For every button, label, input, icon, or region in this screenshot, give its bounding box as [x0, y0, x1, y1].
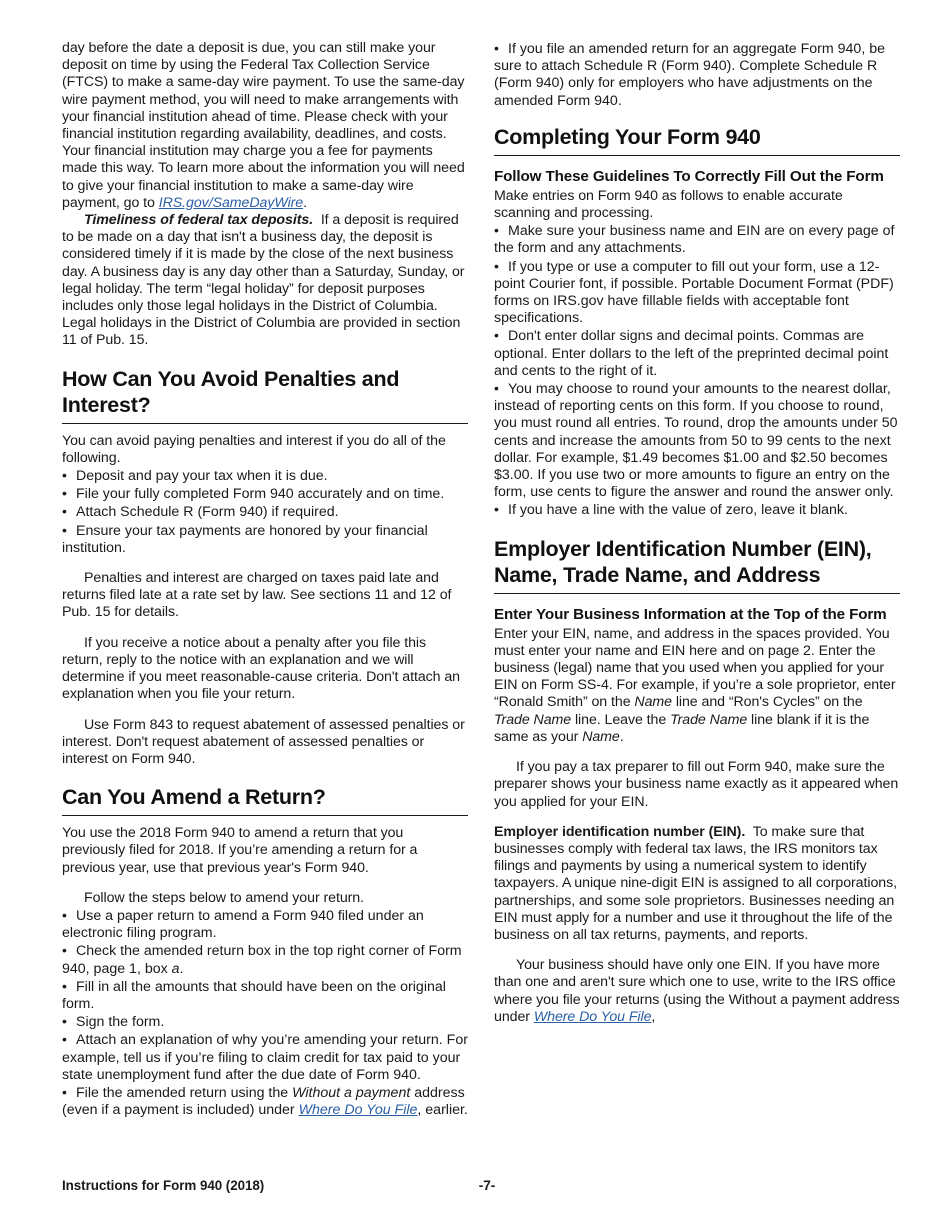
- same-day-wire-period: .: [303, 194, 307, 211]
- paragraph-timeliness: [62, 212, 468, 350]
- list-item-text: Fill in all the amounts that should have been on the original form.: [62, 978, 446, 1012]
- paragraph-ein-definition: [494, 824, 900, 944]
- business-info-part-d: line blank if it is the same as your: [494, 711, 870, 745]
- paragraph-same-day-wire: [62, 40, 468, 212]
- bullet-icon: •: [62, 521, 67, 538]
- emphasis-name-line-1: Name: [634, 694, 672, 711]
- emphasis-trade-name-2: Trade Name: [670, 711, 748, 728]
- two-column-layout: [62, 40, 900, 1119]
- heading-rule: [494, 155, 900, 156]
- bullet-icon: •: [62, 503, 67, 520]
- list-item-text: If you file an amended return for an aggregate Form 940, be sure to attach Schedule R (Form 940). Complete Schedule R (Form 940) only for employers who have adjustments on the amended Form 940.: [494, 41, 885, 109]
- list-item-text: If you type or use a computer to fill out your form, use a 12-point Courier font, if possible. Portable Document Format (PDF) forms on IRS.gov have fillable fields with acceptable font specifications.: [494, 258, 894, 327]
- list-item: [62, 907, 468, 942]
- bullet-icon: •: [62, 1013, 67, 1030]
- emphasis-name-line-2: Name: [582, 728, 620, 745]
- business-info-part-a: Enter your EIN, name, and address in the spaces provided. You must enter your name and EIN here and on page 2. Enter the business (legal) name that you used when you applied for your EIN on Form SS-4. For example, if you’re a sole proprietor, enter “Ronald Smith” on the: [494, 625, 896, 711]
- same-day-wire-text: day before the date a deposit is due, you can still make your deposit on time by using the Federal Tax Collection Service (FTCS) to make a same-day wire payment. To use the same-day wire payment method, you will need to make arrangements with your financial institution ahead of time. Please check with your financial institution regarding availability, deadlines, and costs. Your financial institution may charge you a fee for payments made this way. To learn more about the information you will need to give your financial institution to make a same-day wire payment, go to: [62, 40, 465, 211]
- list-item: [62, 485, 468, 503]
- list-item: [62, 522, 468, 557]
- paragraph-penalties-charged: Penalties and interest are charged on taxes paid late and returns filed late at a rate set by law. See sections 11 and 12 of Pub. 15 for details.: [62, 570, 452, 621]
- bullet-icon: •: [494, 327, 499, 344]
- list-item: [62, 1013, 468, 1031]
- bullet-icon: •: [494, 40, 499, 56]
- link-where-do-you-file[interactable]: Where Do You File: [298, 1102, 418, 1119]
- bullet-icon: •: [62, 485, 67, 502]
- list-item: [62, 942, 468, 977]
- runin-heading-ein: Employer identification number (EIN).: [494, 823, 746, 840]
- paragraph-penalty-notice: If you receive a notice about a penalty after you file this return, reply to the notice with an explanation and we will determine if you meet reasonable-cause criteria. Don't attach an explanation when you file your return.: [62, 634, 460, 703]
- list-item-text: You may choose to round your amounts to the nearest dollar, instead of reporting cents on this form. If you choose to round, you must round all entries. To round, drop the amounts under 50 cents and increase the amounts from 50 to 99 cents to the next dollar. For example, $1.49 becomes $1.00 and $2.50 becomes $3.00. If you use two or more amounts to figure an entry on the form, use cents to figure the answer and round the answer only.: [494, 381, 898, 501]
- business-info-part-e: .: [619, 728, 624, 745]
- subheading-follow-guidelines: Follow These Guidelines To Correctly Fill Out the Form: [494, 167, 884, 185]
- page-footer: [62, 1178, 894, 1198]
- list-item-text: Deposit and pay your tax when it is due.: [76, 468, 328, 485]
- bullet-icon: •: [62, 1031, 67, 1048]
- list-item-text: Ensure your tax payments are honored by your financial institution.: [62, 522, 428, 556]
- list-item-text: Use a paper return to amend a Form 940 filed under an electronic filing program.: [62, 907, 424, 942]
- runin-heading-timeliness: Timeliness of federal tax deposits.: [84, 212, 314, 229]
- emphasis-trade-name-1: Trade Name: [494, 711, 572, 728]
- paragraph-tax-preparer: If you pay a tax preparer to fill out Form 940, make sure the preparer shows your business name exactly as it appeared when you applied for your EIN.: [494, 759, 899, 810]
- list-item: [494, 258, 900, 328]
- footer-page-number: -7-: [478, 1178, 496, 1193]
- list-item: [494, 222, 900, 257]
- bullet-icon: •: [494, 380, 499, 397]
- list-item-text-tail: .: [179, 960, 184, 977]
- left-column: [62, 40, 468, 1119]
- list-item-text: Don't enter dollar signs and decimal points. Commas are optional. Enter dollars to the left of the preprinted decimal point and cents to the right of it.: [494, 328, 889, 379]
- heading-rule: [494, 593, 900, 594]
- footer-document-title: Instructions for Form 940 (2018): [62, 1178, 265, 1193]
- bullet-icon: •: [62, 467, 67, 484]
- list-item: [494, 380, 900, 501]
- one-ein-text: Your business should have only one EIN. If you have more than one and aren't sure which one to use, write to the IRS office where you file your returns (using the Without a payment address under: [494, 957, 900, 1025]
- list-item: [62, 1031, 468, 1084]
- paragraph-guidelines-intro: Make entries on Form 940 as follows to enable accurate scanning and processing.: [494, 187, 843, 222]
- list-item-text-mid: address (even if a payment is included) under: [62, 1084, 465, 1119]
- heading-rule: [62, 423, 468, 424]
- list-item-text: If you have a line with the value of zero, leave it blank.: [508, 502, 848, 519]
- list-item: [62, 467, 468, 485]
- list-item-text-tail: , earlier.: [417, 1102, 468, 1119]
- bullet-icon: •: [494, 501, 499, 518]
- list-item: [62, 978, 468, 1013]
- subheading-enter-business-information: Enter Your Business Information at the Top of the Form: [494, 605, 887, 623]
- link-irs-samedaywire[interactable]: IRS.gov/SameDayWire: [158, 194, 304, 211]
- heading-completing-form-940: Completing Your Form 940: [494, 124, 761, 149]
- list-item-text: Sign the form.: [76, 1014, 165, 1031]
- box-letter-a: a: [171, 960, 180, 977]
- list-item-text: File the amended return using the: [76, 1084, 293, 1101]
- bullet-icon: •: [62, 942, 67, 959]
- paragraph-one-ein: [494, 957, 900, 1026]
- heading-avoid-penalties: How Can You Avoid Penalties and Interest?: [62, 366, 400, 417]
- bullet-icon: •: [62, 906, 67, 923]
- list-item: [494, 327, 900, 380]
- bullet-icon: •: [62, 1083, 67, 1100]
- list-item-text: File your fully completed Form 940 accurately and on time.: [76, 486, 445, 503]
- bullet-icon: •: [494, 257, 499, 274]
- list-item: [62, 1084, 468, 1119]
- bullet-icon: •: [62, 977, 67, 994]
- bullet-icon: •: [494, 222, 499, 239]
- list-item-text: Make sure your business name and EIN are on every page of the form and any attachments.: [494, 223, 895, 257]
- business-info-part-c: line. Leave the: [571, 711, 671, 728]
- list-item: [494, 501, 900, 519]
- list-item-text: Attach Schedule R (Form 940) if required.: [76, 504, 339, 521]
- ein-definition-body: To make sure that businesses comply with federal tax laws, the IRS monitors tax filings and payments by using a numerical system to identify taxpayers. A unique nine-digit EIN is assigned to all corporations, partnerships, and some sole proprietors. Businesses needing an EIN must apply for a number and use it throughout the life of the business on all tax returns, payments, and reports.: [494, 823, 897, 943]
- list-item-text: Attach an explanation of why you’re amending your return. For example, tell us if you’re filing to claim credit for tax paid to your state unemployment fund after the due date of Form 940.: [62, 1032, 468, 1083]
- link-where-do-you-file[interactable]: Where Do You File: [533, 1008, 652, 1025]
- list-item: [494, 40, 900, 110]
- heading-ein-name-trade-name-address: Employer Identification Number (EIN), Name, Trade Name, and Address: [494, 536, 872, 587]
- heading-rule: [62, 815, 468, 816]
- timeliness-body: If a deposit is required to be made on a day that isn't a business day, the deposit is considered timely if it is made by the close of the next business day. A business day is any day other than a Saturday, Sunday, or legal holiday. The term “legal holiday” for deposit purposes includes only those legal holidays in the District of Columbia. Legal holidays in the District of Columbia are provided in section 11 of Pub. 15.: [62, 212, 465, 349]
- list-item-text: Check the amended return box in the top right corner of Form 940, page 1, box: [62, 943, 462, 977]
- paragraph-amend-intro: You use the 2018 Form 940 to amend a return that you previously filed for 2018. If you’re amending a return for a previous year, use that previous year's Form 940.: [62, 825, 418, 876]
- right-column: [494, 40, 900, 1026]
- paragraph-penalties-intro: You can avoid paying penalties and interest if you do all of the following.: [62, 432, 446, 466]
- paragraph-business-information: [494, 626, 900, 746]
- paragraph-form-843: Use Form 843 to request abatement of assessed penalties or interest. Don't request abatement of assessed penalties or interest on Form 940.: [62, 716, 465, 767]
- emphasis-without-a-payment: Without a payment: [292, 1084, 411, 1101]
- heading-amend-return: Can You Amend a Return?: [62, 785, 326, 810]
- one-ein-tail: ,: [651, 1008, 656, 1025]
- paragraph-amend-steps-lead: Follow the steps below to amend your return.: [84, 889, 364, 906]
- list-item: [62, 503, 468, 521]
- business-info-part-b: line and “Ron's Cycles” on the: [671, 694, 863, 711]
